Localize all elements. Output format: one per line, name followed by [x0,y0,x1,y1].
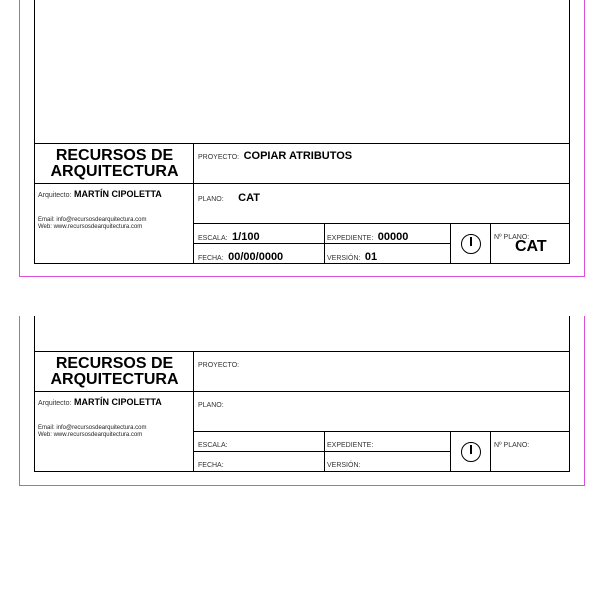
brand-logo-text [35,356,194,388]
brand-line-2: ARQUITECTURA [50,371,179,388]
brand-logo-text [35,148,194,180]
escala-label: ESCALA: [198,235,228,242]
expediente-field [327,434,373,452]
sheet-2 [19,316,585,486]
divider [194,183,569,184]
title-block-brand-column [35,352,194,471]
proyecto-label: PROYECTO: [198,154,240,161]
plano-value: CAT [238,192,260,204]
email-text: Email: info@recursosdearquitectura.com [38,425,147,431]
web-text: Web: www.recursosdearquitectura.com [38,432,143,438]
proyecto-value: COPIAR ATRIBUTOS [243,150,353,162]
nplano-field [494,434,529,452]
architect-label: Arquitecto: [38,192,72,199]
divider [35,391,194,392]
sheet-1 [19,0,585,277]
divider [490,431,491,471]
email-text: Email: info@recursosdearquitectura.com [38,217,147,223]
expediente-label: EXPEDIENTE: [327,235,374,242]
version-label: VERSIÓN: [327,255,361,262]
escala-field [198,434,228,452]
proyecto-field [198,354,239,372]
plano-field [198,188,260,206]
architect-name: MARTÍN CIPOLETTA [73,397,162,407]
plano-label: PLANO: [198,402,224,409]
divider [35,183,194,184]
north-arrow-icon [461,234,481,254]
architect-name: MARTÍN CIPOLETTA [73,189,162,199]
divider [194,431,569,432]
escala-value: 1/100 [232,231,260,243]
architect-line [38,397,162,407]
plano-label: PLANO: [198,196,224,203]
brand-line-1: RECURSOS DE [55,147,174,164]
version-value: 01 [364,251,378,263]
title-block [35,351,569,472]
fecha-label: FECHA: [198,255,224,262]
fecha-label: FECHA: [198,462,224,469]
nplano-label: Nº PLANO: [494,442,530,449]
fecha-value: 00/00/0000 [228,251,284,263]
divider [450,223,451,263]
version-field [327,247,377,265]
nplano-value: CAT [515,238,547,255]
north-arrow-icon [461,442,481,462]
proyecto-field [198,146,352,164]
drawing-frame [34,316,570,472]
expediente-value: 00000 [377,231,409,243]
drawing-frame [34,0,570,264]
divider [490,223,491,263]
expediente-label: EXPEDIENTE: [327,442,374,449]
architect-line [38,189,162,199]
divider [194,223,569,224]
title-block [35,143,569,264]
divider [450,431,451,471]
divider [194,391,569,392]
web-text: Web: www.recursosdearquitectura.com [38,224,143,230]
title-block-brand-column [35,144,194,263]
brand-line-1: RECURSOS DE [55,355,174,372]
divider [194,451,450,452]
brand-line-2: ARQUITECTURA [50,163,179,180]
escala-label: ESCALA: [198,442,228,449]
proyecto-label: PROYECTO: [198,362,240,369]
contact-info [38,425,146,439]
fecha-field [198,454,224,472]
nplano-label: Nº PLANO: [494,234,530,241]
architect-label: Arquitecto: [38,400,72,407]
contact-info [38,217,146,231]
plano-field [198,394,224,412]
divider [194,243,450,244]
version-label: VERSIÓN: [327,462,361,469]
fecha-field [198,247,283,265]
version-field [327,454,360,472]
